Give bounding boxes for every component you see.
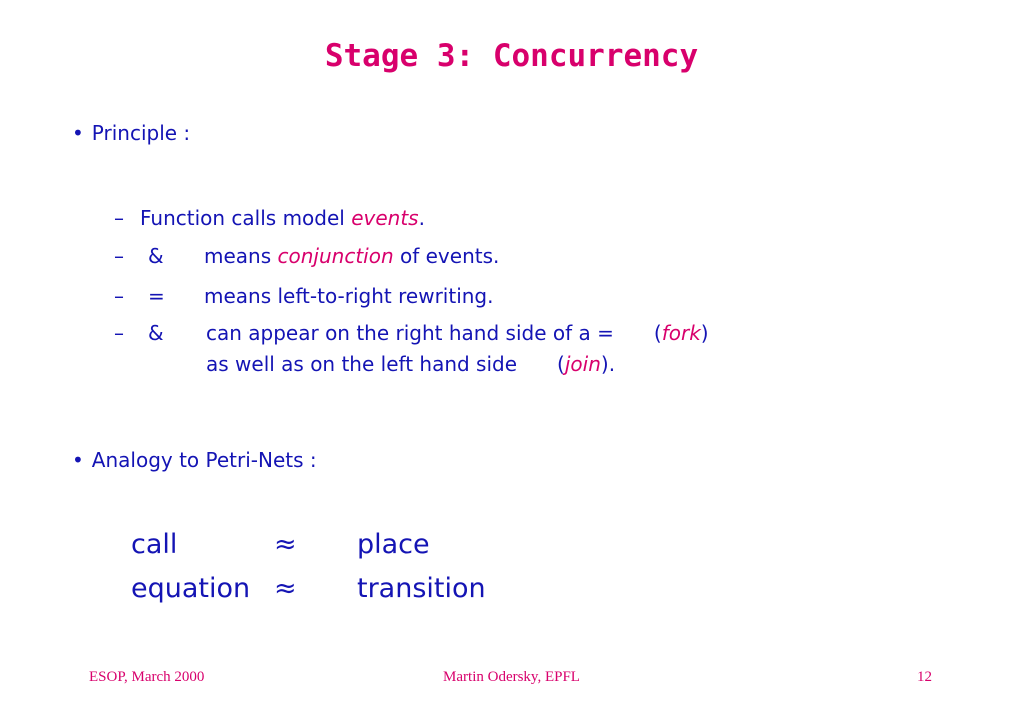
dash: –	[114, 244, 124, 268]
item-emphasis: events	[351, 206, 419, 230]
item-symbol: =	[148, 284, 165, 308]
sub-item-2	[114, 244, 499, 268]
item-emphasis: conjunction	[277, 244, 394, 268]
item-text: as well as on the left hand side	[206, 352, 518, 376]
bullet-analogy	[72, 448, 317, 472]
dash: –	[114, 206, 124, 230]
analogy-term: equation	[131, 573, 251, 604]
bullet-principle	[72, 121, 190, 145]
footer-center: Martin Odersky, EPFL	[443, 669, 580, 685]
approx-symbol: ≈	[274, 573, 297, 604]
analogy-term: call	[131, 529, 178, 560]
paren-open: (	[653, 321, 662, 345]
bullet-dot: •	[72, 121, 84, 145]
footer-left: ESOP, March 2000	[89, 669, 205, 685]
item-emphasis: fork	[661, 321, 701, 345]
item-text-after: .	[418, 206, 425, 230]
item-symbol: &	[148, 244, 164, 268]
sub-item-4-continued	[206, 352, 615, 376]
analogy-equivalent: place	[357, 529, 430, 560]
approx-symbol: ≈	[274, 529, 297, 560]
footer-page-number: 12	[917, 669, 932, 685]
paren-close: )	[700, 321, 709, 345]
bullet-dot: •	[72, 448, 84, 472]
item-text: Function calls model	[140, 206, 352, 230]
slide-title: Stage 3: Concurrency	[324, 38, 699, 74]
paren-close: ).	[600, 352, 616, 376]
item-emphasis: join	[564, 352, 601, 376]
item-symbol: &	[148, 321, 164, 345]
item-text: means	[204, 244, 278, 268]
bullet-label: Analogy to Petri-Nets :	[91, 448, 317, 472]
analogy-equivalent: transition	[357, 573, 486, 604]
item-text-after: of events.	[393, 244, 500, 268]
sub-item-1	[114, 206, 425, 230]
item-text: means left-to-right rewriting.	[204, 284, 494, 308]
dash: –	[114, 284, 124, 308]
paren-open: (	[557, 352, 565, 376]
sub-item-3	[114, 284, 493, 308]
bullet-label: Principle :	[91, 121, 191, 145]
sub-item-4	[114, 321, 709, 345]
item-text: can appear on the right hand side of a =	[206, 321, 614, 345]
dash: –	[114, 321, 124, 345]
